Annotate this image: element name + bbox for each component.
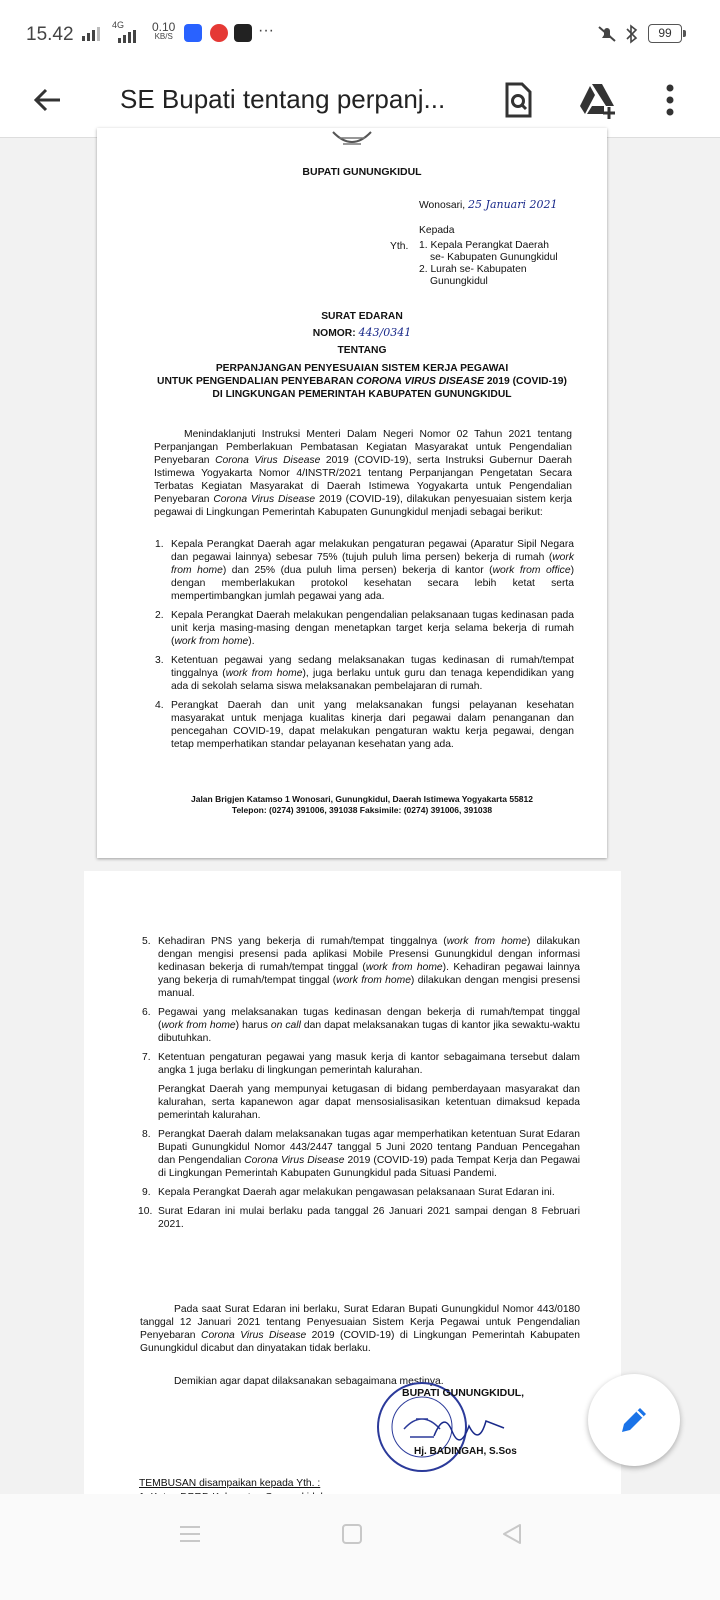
surat-edaran-title: SURAT EDARAN [321, 311, 403, 322]
coat-of-arms-icon [327, 128, 377, 152]
footer-phone: Telepon: (0274) 391006, 391038 Faksimile: (0274) 391006, 391038 [231, 805, 493, 815]
item-number: 4. [155, 700, 164, 711]
item-text: Ketentuan pegawai yang sedang melaksanakan tugas kedinasan di rumah/tempat tinggalnya ( [171, 655, 574, 679]
intro-part-2: Corona Virus Disease [215, 455, 321, 466]
tembusan-heading: TEMBUSAN disampaikan kepada Yth. : [139, 1478, 321, 1489]
list-item [142, 1128, 580, 1180]
list-item [155, 538, 574, 603]
letter-footer [97, 794, 627, 816]
net-speed-value: 0.10 [152, 20, 176, 34]
closing-remark: Demikian agar dapat dilaksanakan sebagaimana mestinya. [174, 1376, 444, 1387]
item-text-italic: work from office [492, 565, 571, 576]
document-viewer[interactable] [0, 138, 720, 1494]
item-text: ) harus [235, 1020, 268, 1031]
recipient-list [419, 240, 558, 288]
closing-part-3: 2019 (COVID-19) di Lingkungan Pemerintah Kabupaten Gunungkidul dicabut dan dinyatakan tidak berlaku. [140, 1330, 580, 1354]
closing-part-2: Corona Virus Disease [201, 1330, 307, 1341]
item-number: 9. [142, 1187, 151, 1198]
bluetooth-app-icon [184, 24, 202, 42]
intro-part-5: 2019 (COVID-19), dilakukan penyesuaian sistem kerja pegawai di Lingkungan Pemerintah Kabupaten Gunungkidul menjadi sebagai berikut: [154, 494, 572, 518]
back-nav-icon[interactable] [500, 1522, 524, 1546]
item-text-italic: work from home [365, 962, 443, 973]
network-type: 4G [112, 20, 125, 30]
item-text: ). Kehadiran pegawai lainnya yang bekerja di rumah/tempat tinggal ( [158, 962, 580, 986]
item-text-italic: work from home [336, 975, 411, 986]
signal-icon [80, 26, 106, 42]
item-text: Pegawai yang melaksanakan tugas kedinasan dengan bekerja di rumah/tempat tinggal ( [158, 1007, 580, 1031]
item-number: 7. [142, 1052, 151, 1063]
intro-part-4: Corona Virus Disease [213, 494, 316, 505]
net-speed [152, 22, 175, 42]
item-text: Kepala Perangkat Daerah agar melakukan pengaturan pegawai (Aparatur Sipil Negara dan pegawai lainnya) sebesar 75% (tujuh puluh lima persen) bekerja di rumah ( [171, 539, 574, 563]
place-date [419, 198, 558, 212]
recipient-2: 2. Lurah se- Kabupaten [419, 264, 527, 275]
signatory-name: Hj. BADINGAH, S.Sos [414, 1446, 517, 1457]
intro-part-3: 2019 (COVID-19), serta Instruksi Gubernur Daerah Istimewa Yogyakarta Nomor 4/INSTR/2021 tentang Perpanjangan Pengetatan Secara Terbatas Kegiatan Masyarakat di Daerah Istimewa Yogyakarta untuk Pengendalian Penyebaran [154, 455, 572, 505]
item-text: Kepala Perangkat Daerah melakukan pengendalian pelaksanaan tugas kedinasan pada unit kerja masing-masing dengan menetapkan target kerja selama bekerja di rumah ( [171, 610, 574, 647]
nomor-value: 443/0341 [358, 326, 412, 339]
item-text: ) dengan memberlakukan protokol kesehatan secara lebih ketat serta mempertimbangkan jumlah pegawai yang ada. [171, 565, 574, 602]
status-time: 15.42 [26, 24, 74, 45]
list-item [155, 654, 574, 693]
recipient-1-cont: se- Kabupaten Gunungkidul [430, 252, 558, 263]
item-text: ) dilakukan dengan mengisi presensi manual. [158, 975, 580, 999]
item-number: 10. [138, 1206, 153, 1217]
item-text-italic: work from home [446, 936, 527, 947]
item-number: 5. [142, 936, 151, 947]
list-item [138, 1205, 580, 1231]
nomor-label: NOMOR: [312, 328, 356, 339]
system-nav-bar [0, 1494, 720, 1600]
document-search-icon[interactable] [498, 80, 538, 120]
subject-line-2 [97, 375, 627, 388]
subject-line-2c: 2019 (COVID-19) [486, 376, 567, 387]
battery-indicator: 99 [648, 24, 682, 43]
document-title: SE Bupati tentang perpanj... [120, 84, 446, 114]
status-bar [0, 0, 720, 68]
document-page-1 [97, 128, 607, 858]
closing-part-1: Pada saat Surat Edaran ini berlaku, Surat Edaran Bupati Gunungkidul Nomor 443/0180 tanggal 12 Januari 2021 tentang Penyesuaian Sistem Kerja Pegawai untuk Pengendalian Penyebaran [140, 1304, 580, 1341]
item-number: 6. [142, 1007, 151, 1018]
tentang-label: TENTANG [337, 345, 387, 356]
back-arrow-icon[interactable] [30, 82, 66, 118]
instruction-list-1 [155, 538, 574, 757]
item-text: ), juga berlaku untuk guru dan tenaga kependidikan yang ada di sekolah selama siswa melaksanakan pembelajaran di rumah. [171, 668, 574, 692]
add-to-drive-icon[interactable] [578, 80, 618, 120]
mute-icon [596, 24, 618, 44]
item-number: 2. [155, 610, 164, 621]
list-item [142, 1186, 580, 1199]
list-item [142, 935, 580, 1000]
subject-line-3: DI LINGKUNGAN PEMERINTAH KABUPATEN GUNUNGKIDUL [212, 389, 512, 400]
signal-4g-icon [112, 30, 142, 44]
closing-paragraph [140, 1303, 580, 1355]
subject-line-1: PERPANJANGAN PENYESUAIAN SISTEM KERJA PEGAWAI [215, 363, 509, 374]
net-speed-unit: KB/S [154, 32, 173, 41]
home-icon[interactable] [340, 1522, 364, 1546]
subject-line-2b: CORONA VIRUS DISEASE [356, 376, 484, 387]
item-number: 3. [155, 655, 164, 666]
item-text-italic: on call [270, 1020, 301, 1031]
item-text-italic: work from home [225, 668, 303, 679]
date-handwritten: 25 Januari 2021 [468, 198, 558, 211]
bluetooth-icon [624, 24, 640, 44]
intro-paragraph [154, 428, 572, 519]
item-text-italic: Corona Virus Disease [244, 1155, 345, 1166]
item-text: ). [248, 636, 255, 647]
yth-label: Yth. [390, 241, 409, 252]
recipient-1: 1. Kepala Perangkat Daerah [419, 240, 549, 251]
item-subparagraph: Perangkat Daerah yang mempunyai ketugasan di bidang pemberdayaan masyarakat dan kalurahan, serta kapanewon agar dapat mensosialisasikan ketentuan dimaksud kepada pemerintah kalurahan. [158, 1084, 580, 1121]
item-text: Perangkat Daerah dalam melaksanakan tugas agar memperhatikan ketentuan Surat Edaran Bupati Gunungkidul Nomor 443/2447 tanggal 5 Juni 2020 tentang Panduan Pencegahan dan Pengendalian [158, 1129, 580, 1166]
dana-app-icon [210, 24, 228, 42]
item-text: ) dan 25% (dua puluh lima persen) bekerja di kantor ( [222, 565, 493, 576]
item-text-italic: work from home [174, 636, 249, 647]
nomor-line [97, 326, 627, 340]
item-text: ) dilakukan dengan mengisi presensi pada aplikasi Mobile Presensi Gunungkidul dengan informasi kedinasan bekerja di rumah/tempat tinggal ( [158, 936, 581, 973]
item-text: Ketentuan pengaturan pegawai yang masuk kerja di kantor sebagaimana tersebut dalam angka 1 juga berlaku di lingkungan pemerintah kalurahan. [158, 1052, 580, 1076]
subject-line-2a: UNTUK PENGENDALIAN PENYEBARAN [157, 376, 354, 387]
more-vert-icon[interactable] [650, 80, 690, 120]
signatory-title: BUPATI GUNUNGKIDUL, [402, 1387, 525, 1399]
item-text: Surat Edaran ini mulai berlaku pada tanggal 26 Januari 2021 sampai dengan 8 Februari 2021. [158, 1206, 580, 1230]
recent-apps-icon[interactable] [178, 1522, 202, 1546]
list-item [155, 699, 574, 751]
intro-part-1: Menindaklanjuti Instruksi Menteri Dalam Negeri Nomor 02 Tahun 2021 tentang Perpanjangan Pemberlakuan Pembatasan Kegiatan Masyarakat untuk Pengendalian Penyebaran [154, 429, 572, 466]
recipient-2-cont: Gunungkidul [430, 276, 488, 287]
item-text: Kehadiran PNS yang bekerja di rumah/tempat tinggalnya ( [158, 936, 447, 947]
instruction-list-2 [138, 935, 581, 1237]
item-text-italic: work from home [171, 552, 574, 576]
edit-fab-button[interactable] [588, 1374, 680, 1466]
list-item [142, 1051, 580, 1122]
item-number: 8. [142, 1129, 151, 1140]
footer-address: Jalan Brigjen Katamso 1 Wonosari, Gunungkidul, Daerah Istimewa Yogyakarta 55812 [190, 794, 533, 804]
more-notifications-icon: ··· [258, 22, 274, 39]
kepada-label: Kepada [419, 225, 455, 236]
letter-header: BUPATI GUNUNGKIDUL [302, 166, 422, 178]
subject [97, 362, 627, 401]
document-page-2 [84, 871, 621, 1511]
item-text: dan dapat melaksanakan tugas di kantor jika sewaktu-waktu dibutuhkan. [158, 1020, 580, 1044]
place: Wonosari, [419, 200, 466, 211]
list-item [155, 609, 574, 648]
pencil-icon [616, 1402, 652, 1438]
list-item [142, 1006, 580, 1045]
app-notification-icon [234, 24, 252, 42]
item-text: 2019 (COVID-19) pada Tempat Kerja dan Pegawai di Lingkungan Pemerintah Kabupaten Gunungkidul pada Situasi Pandemi. [158, 1155, 580, 1179]
item-text: Perangkat Daerah dan unit yang melaksanakan fungsi pelayanan kesehatan masyarakat untuk menjaga kualitas kinerja dari pegawai dalam penanganan dan pencegahan COVID-19, dapat melakukan pengaturan waktu kerja pegawai, dengan tetap memperhatikan standar pelayanan kesehatan yang ada. [171, 700, 574, 750]
item-number: 1. [155, 539, 164, 550]
item-text: Kepala Perangkat Daerah agar melakukan pengawasan pelaksanaan Surat Edaran ini. [158, 1187, 555, 1198]
item-text-italic: work from home [161, 1020, 236, 1031]
